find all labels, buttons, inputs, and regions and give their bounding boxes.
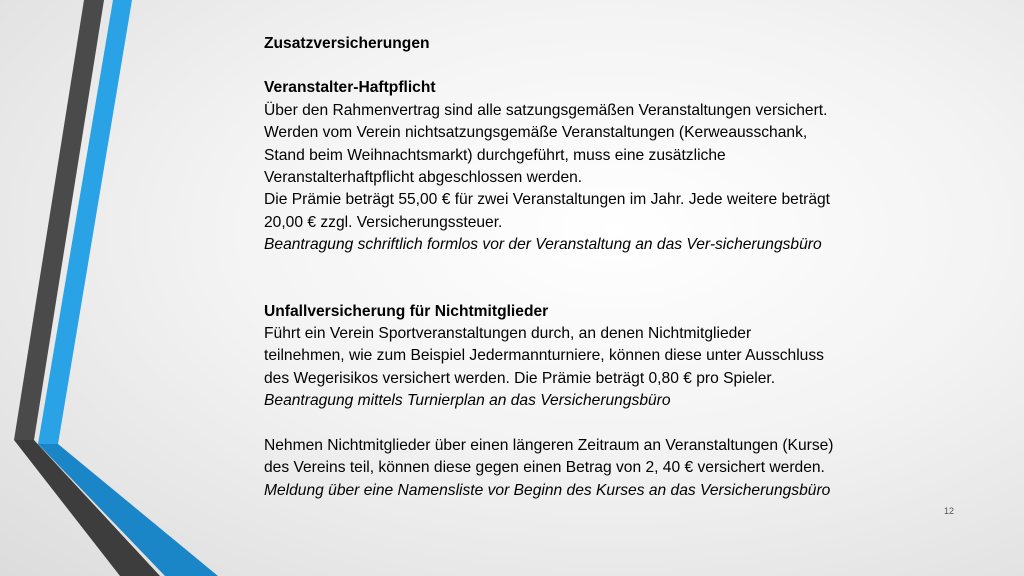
slide-title: Zusatzversicherungen: [264, 35, 430, 52]
note-unfall: Beantragung mittels Turnierplan an das Versicherungsbüro: [264, 392, 671, 410]
slide-content: [264, 33, 954, 502]
decorative-stripes: [0, 0, 260, 576]
text-line: Werden vom Verein nichtsatzungsgemäße Veranstaltungen (Kerweausschank,: [264, 124, 808, 142]
note-haftpflicht: Beantragung schriftlich formlos vor der Veranstaltung an das Ver-sicherungsbüro: [264, 236, 822, 254]
text-line: Nehmen Nichtmitglieder über einen längeren Zeitraum an Veranstaltungen (Kurse): [264, 436, 834, 454]
section-heading-unfall: Unfallversicherung für Nichtmitglieder: [264, 302, 549, 320]
text-line: teilnehmen, wie zum Beispiel Jedermannturniere, können diese unter Ausschluss: [264, 347, 824, 365]
page-number: 12: [944, 506, 955, 516]
note-kurse: Meldung über eine Namensliste vor Beginn des Kurses an das Versicherungsbüro: [264, 481, 831, 499]
text-line: Veranstalterhaftpflicht abgeschlossen werden.: [264, 169, 583, 187]
text-line: des Vereins teil, können diese gegen einen Betrag von 2, 40 € versichert werden.: [264, 459, 825, 477]
text-line: Führt ein Verein Sportveranstaltungen durch, an denen Nichtmitglieder: [264, 325, 752, 343]
text-line: 20,00 € zzgl. Versicherungssteuer.: [264, 213, 503, 231]
section-heading-haftpflicht: Veranstalter-Haftpflicht: [264, 79, 436, 97]
text-line: Über den Rahmenvertrag sind alle satzungsgemäßen Veranstaltungen versichert.: [264, 101, 828, 119]
text-line: des Wegerisikos versichert werden. Die Prämie beträgt 0,80 € pro Spieler.: [264, 369, 776, 387]
text-line: Stand beim Weihnachtsmarkt) durchgeführt, muss eine zusätzliche: [264, 146, 726, 164]
dark-stripe-lower: [14, 440, 160, 576]
text-line: Die Prämie beträgt 55,00 € für zwei Veranstaltungen im Jahr. Jede weitere beträgt: [264, 191, 831, 209]
